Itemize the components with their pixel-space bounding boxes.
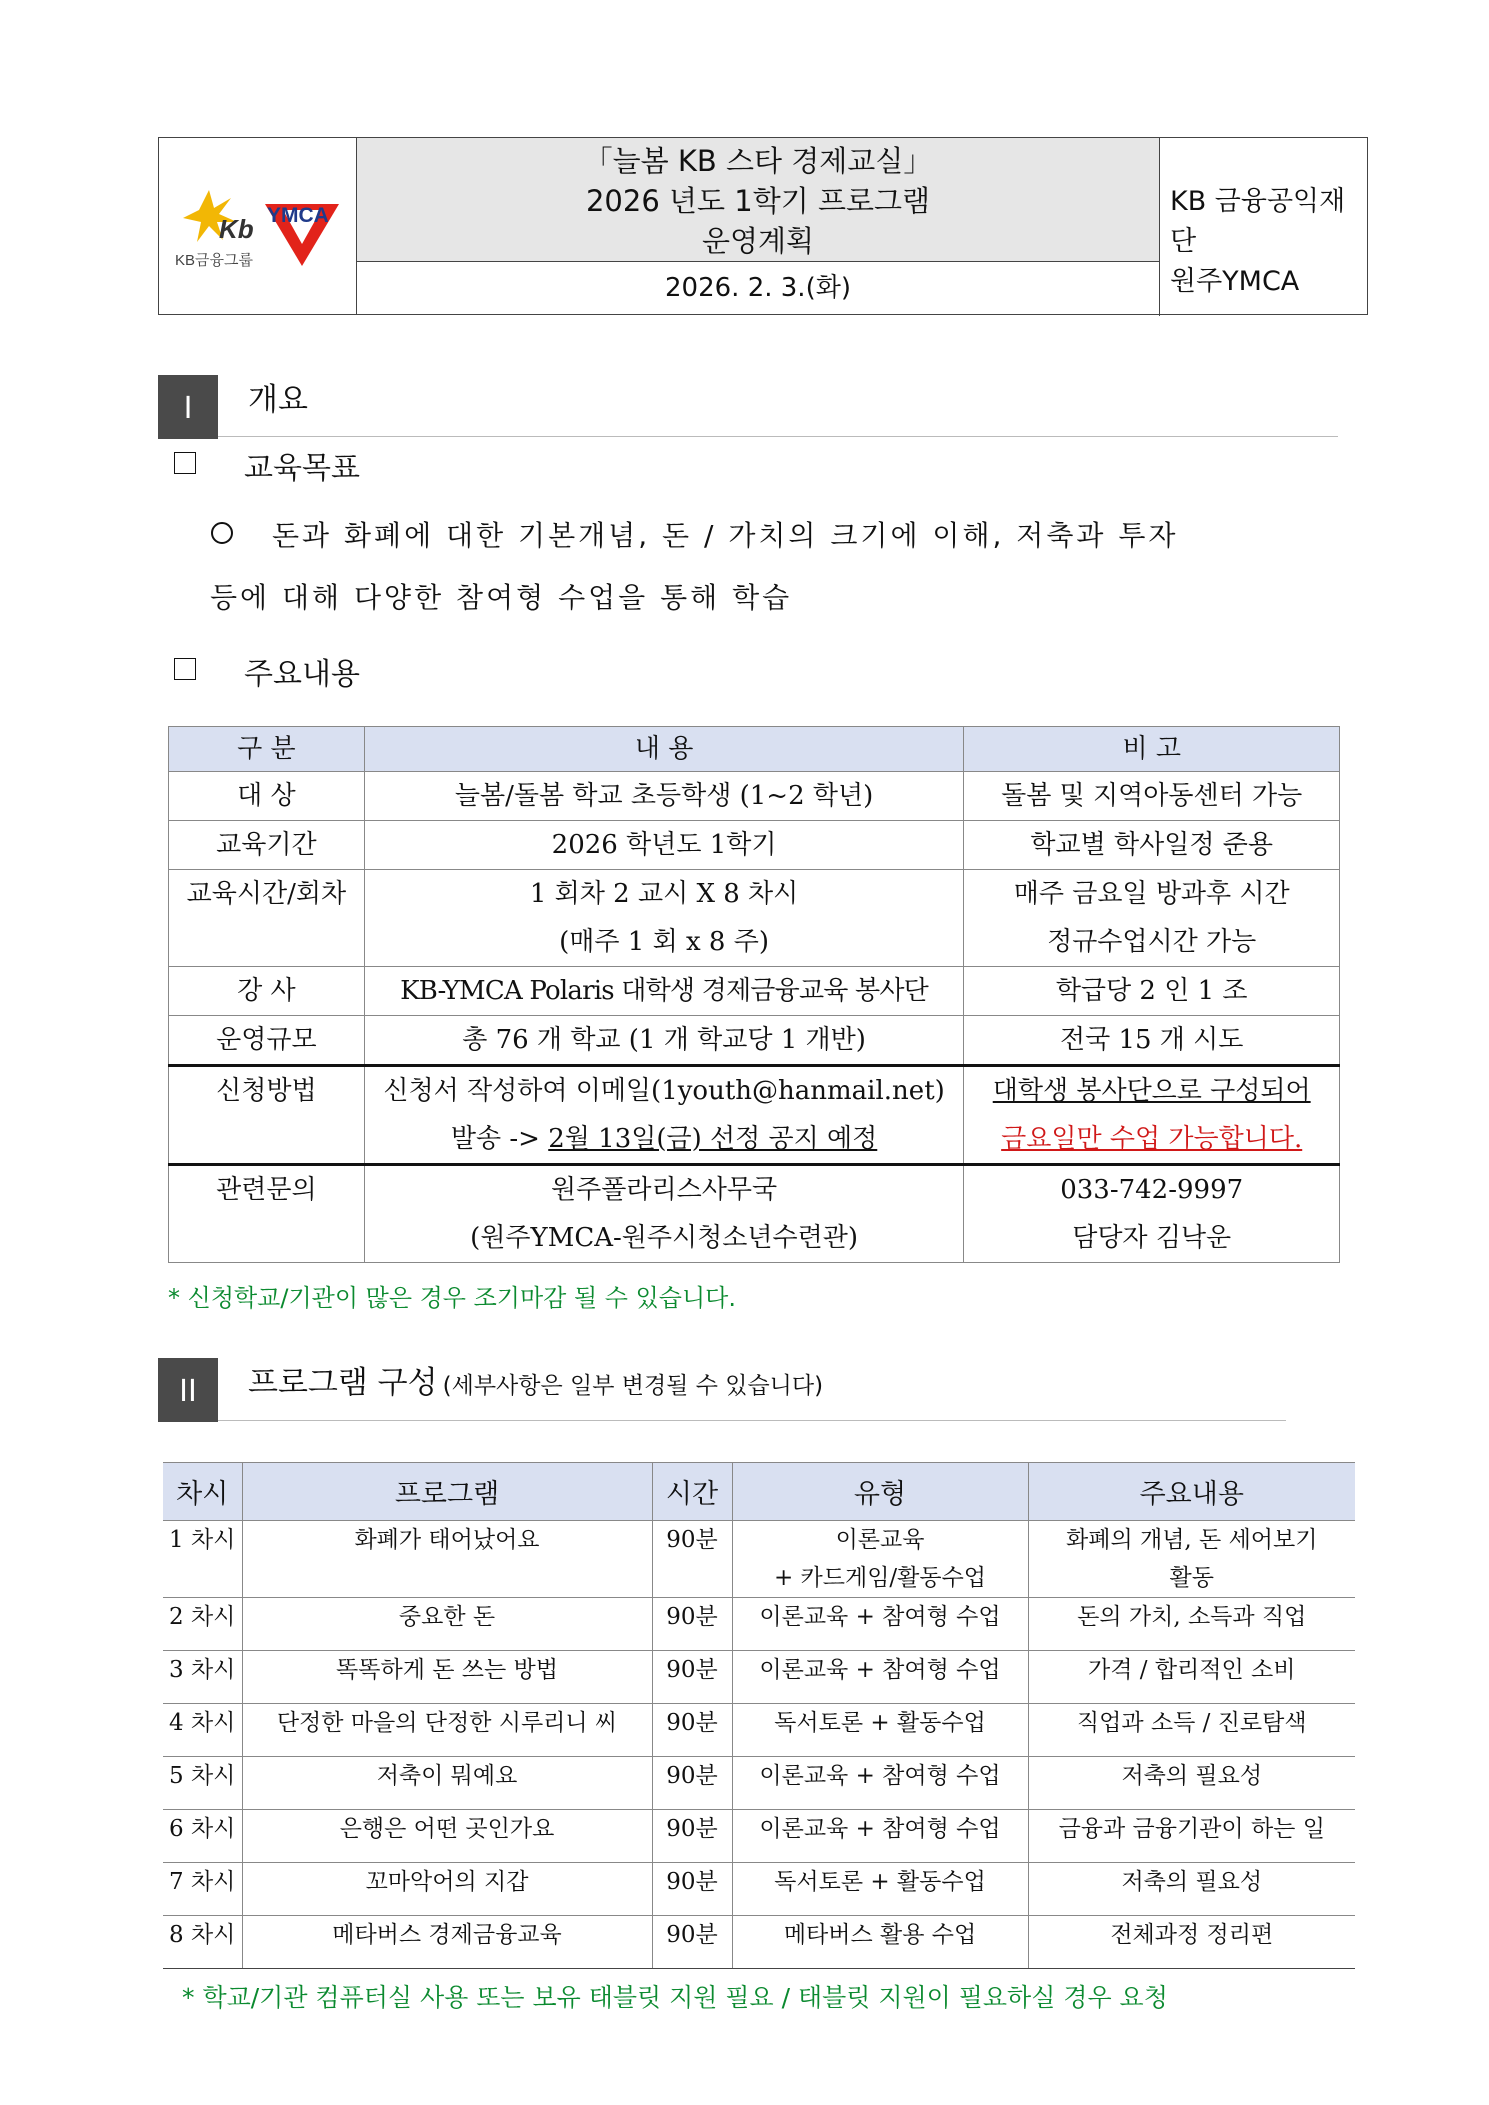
table-row: [163, 1598, 1355, 1651]
type-cell: 이론교육 + 참여형 수업: [732, 1598, 1028, 1651]
row-note: 돌봄 및 지역아동센터 가능: [964, 772, 1340, 821]
type-line: 이론교육: [835, 1527, 925, 1553]
content-cell: 저축의 필요성: [1028, 1863, 1355, 1916]
row-note: 학급당 2 인 1 조: [964, 967, 1340, 1016]
table2-footnote: * 학교/기관 컴퓨터실 사용 또는 보유 태블릿 지원 필요 / 태블릿 지원이 필요하실 경우 요청: [182, 1983, 1168, 2012]
type-cell: 이론교육 + 참여형 수업: [732, 1651, 1028, 1704]
session-cell: 4 차시: [163, 1704, 242, 1757]
table-row: [163, 1651, 1355, 1704]
goal-line-1: 돈과 화폐에 대한 기본개념, 돈 / 가치의 크기에 이해, 저축과 투자: [272, 519, 1179, 552]
section-2-subtitle: (세부사항은 일부 변경될 수 있습니다): [442, 1373, 824, 1399]
kb-group-text: KB금융그룹: [175, 252, 253, 269]
program-table: [163, 1462, 1355, 1969]
type-cell: [732, 1521, 1028, 1598]
kb-ymca-logo: [159, 138, 357, 313]
section-1-title: 개요: [248, 382, 308, 418]
row-content: 총 76 개 학교 (1 개 학교당 1 개반): [364, 1016, 964, 1066]
program-cell: 단정한 마을의 단정한 시루리니 씨: [242, 1704, 652, 1757]
col-header-content: 내 용: [364, 727, 964, 772]
content-cell: 금융과 금융기관이 하는 일: [1028, 1810, 1355, 1863]
section-2-divider: [218, 1420, 1286, 1421]
title-cell: [357, 138, 1160, 262]
content-title: 주요내용: [244, 657, 360, 692]
row-content: KB-YMCA Polaris 대학생 경제금융교육 봉사단: [364, 967, 964, 1016]
circle-bullet-icon: [211, 522, 233, 544]
program-cell: 은행은 어떤 곳인가요: [242, 1810, 652, 1863]
col-header-time: 시간: [652, 1463, 732, 1521]
table-row: [169, 870, 1340, 967]
time-cell: 90분: [652, 1863, 732, 1916]
contact-content-line: 원주폴라리스사무국: [551, 1175, 778, 1205]
row-label: 대 상: [169, 772, 365, 821]
time-cell: 90분: [652, 1598, 732, 1651]
section-2-title: 프로그램 구성: [248, 1365, 438, 1401]
session-cell: 6 차시: [163, 1810, 242, 1863]
org-cell: [1160, 138, 1369, 314]
session-cell: 1 차시: [163, 1521, 242, 1598]
row-label: 교육시간/회차: [169, 870, 365, 967]
time-cell: 90분: [652, 1521, 732, 1598]
table-row: [169, 967, 1340, 1016]
goal-title: 교육목표: [244, 451, 360, 486]
apply-note-line-2: 금요일만 수업 가능합니다.: [1001, 1124, 1303, 1154]
session-cell: 8 차시: [163, 1916, 242, 1969]
type-cell: 메타버스 활용 수업: [732, 1916, 1028, 1969]
content-cell: 저축의 필요성: [1028, 1757, 1355, 1810]
type-cell: 독서토론 + 활동수업: [732, 1863, 1028, 1916]
title-line-1: 「늘봄 KB 스타 경제교실」: [583, 144, 933, 178]
col-header-content: 주요내용: [1028, 1463, 1355, 1521]
section-1-divider: [218, 436, 1338, 437]
table-header-row: [169, 727, 1340, 772]
row-note-line: 매주 금요일 방과후 시간: [1013, 879, 1290, 909]
col-header-note: 비 고: [964, 727, 1340, 772]
col-header-type: 유형: [732, 1463, 1028, 1521]
goal-line-2: 등에 대해 다양한 참여형 수업을 통해 학습: [210, 581, 793, 614]
program-cell: 화폐가 태어났어요: [242, 1521, 652, 1598]
logo-cell: [159, 138, 357, 314]
time-cell: 90분: [652, 1757, 732, 1810]
row-note: 전국 15 개 시도: [964, 1016, 1340, 1066]
row-note-line: 정규수업시간 가능: [1047, 927, 1257, 957]
content-cell: 전체과정 정리편: [1028, 1916, 1355, 1969]
table-row: [163, 1704, 1355, 1757]
program-cell: 중요한 돈: [242, 1598, 652, 1651]
content-line: 화폐의 개념, 돈 세어보기: [1066, 1527, 1318, 1553]
time-cell: 90분: [652, 1916, 732, 1969]
col-header-program: 프로그램: [242, 1463, 652, 1521]
table-row: [163, 1521, 1355, 1598]
col-header-session: 차시: [163, 1463, 242, 1521]
content-cell: 가격 / 합리적인 소비: [1028, 1651, 1355, 1704]
ymca-text: YMCA: [267, 204, 329, 227]
row-note: 학교별 학사일정 준용: [964, 821, 1340, 870]
table-row: [169, 821, 1340, 870]
program-cell: 똑똑하게 돈 쓰는 방법: [242, 1651, 652, 1704]
apply-content-prefix: 발송 ->: [450, 1124, 549, 1154]
time-cell: 90분: [652, 1651, 732, 1704]
org-line-2: 원주YMCA: [1170, 266, 1300, 297]
main-content-table: [168, 726, 1340, 1263]
contact-content-line: (원주YMCA-원주시청소년수련관): [470, 1223, 858, 1253]
table-row: [169, 1016, 1340, 1066]
apply-row: [169, 1066, 1340, 1165]
row-content: 2026 학년도 1학기: [364, 821, 964, 870]
document-header: [158, 137, 1368, 315]
contact-note: [964, 1165, 1340, 1263]
content-cell: [1028, 1521, 1355, 1598]
apply-deadline: 2월 13일(금) 선정 공지 예정: [548, 1124, 878, 1154]
square-bullet-icon: [174, 658, 196, 680]
row-content-line: 1 회차 2 교시 X 8 차시: [529, 879, 799, 909]
session-cell: 7 차시: [163, 1863, 242, 1916]
type-line: + 카드게임/활동수업: [773, 1565, 987, 1591]
org-line-1: KB 금융공익재단: [1170, 186, 1346, 257]
time-cell: 90분: [652, 1704, 732, 1757]
row-label: 운영규모: [169, 1016, 365, 1066]
apply-label: 신청방법: [169, 1066, 365, 1165]
apply-note: [964, 1066, 1340, 1165]
title-line-2: 2026 년도 1학기 프로그램: [585, 184, 931, 218]
type-cell: 이론교육 + 참여형 수업: [732, 1757, 1028, 1810]
row-note: [964, 870, 1340, 967]
contact-content: [364, 1165, 964, 1263]
table-row: [169, 772, 1340, 821]
type-cell: 이론교육 + 참여형 수업: [732, 1810, 1028, 1863]
time-cell: 90분: [652, 1810, 732, 1863]
session-cell: 3 차시: [163, 1651, 242, 1704]
program-cell: 메타버스 경제금융교육: [242, 1916, 652, 1969]
table-row: [163, 1863, 1355, 1916]
session-cell: 5 차시: [163, 1757, 242, 1810]
section-2-heading: [248, 1357, 823, 1402]
apply-content: [364, 1066, 964, 1165]
apply-note-line-1: 대학생 봉사단으로 구성되어: [992, 1076, 1311, 1106]
type-cell: 독서토론 + 활동수업: [732, 1704, 1028, 1757]
contact-person: 담당자 김낙운: [1072, 1223, 1232, 1253]
row-content-line: (매주 1 회 x 8 주): [559, 927, 769, 957]
content-cell: 직업과 소득 / 진로탐색: [1028, 1704, 1355, 1757]
program-cell: 꼬마악어의 지갑: [242, 1863, 652, 1916]
apply-content-line-1: 신청서 작성하여 이메일(1youth@hanmail.net): [383, 1076, 945, 1106]
square-bullet-icon: [174, 452, 196, 474]
contact-phone: 033-742-9997: [1060, 1175, 1244, 1205]
title-line-3: 운영계획: [701, 224, 815, 258]
table-row: [163, 1810, 1355, 1863]
table-row: [163, 1757, 1355, 1810]
session-cell: 2 차시: [163, 1598, 242, 1651]
contact-row: [169, 1165, 1340, 1263]
apply-content-line-2: [365, 1115, 964, 1163]
content-cell: 돈의 가치, 소득과 직업: [1028, 1598, 1355, 1651]
content-line: 활동: [1169, 1565, 1214, 1591]
document-date: 2026. 2. 3.(화): [357, 262, 1160, 316]
table-header-row: [163, 1463, 1355, 1521]
section-1-badge: I: [158, 375, 218, 439]
row-label: 교육기간: [169, 821, 365, 870]
row-label: 강 사: [169, 967, 365, 1016]
col-header-category: 구 분: [169, 727, 365, 772]
contact-label: 관련문의: [169, 1165, 365, 1263]
table-row: [163, 1916, 1355, 1969]
section-2-badge: II: [158, 1358, 218, 1422]
row-content: [364, 870, 964, 967]
svg-text:Kb: Kb: [219, 214, 254, 244]
table1-footnote: * 신청학교/기관이 많은 경우 조기마감 될 수 있습니다.: [168, 1284, 736, 1312]
program-cell: 저축이 뭐예요: [242, 1757, 652, 1810]
row-content: 늘봄/돌봄 학교 초등학생 (1~2 학년): [364, 772, 964, 821]
